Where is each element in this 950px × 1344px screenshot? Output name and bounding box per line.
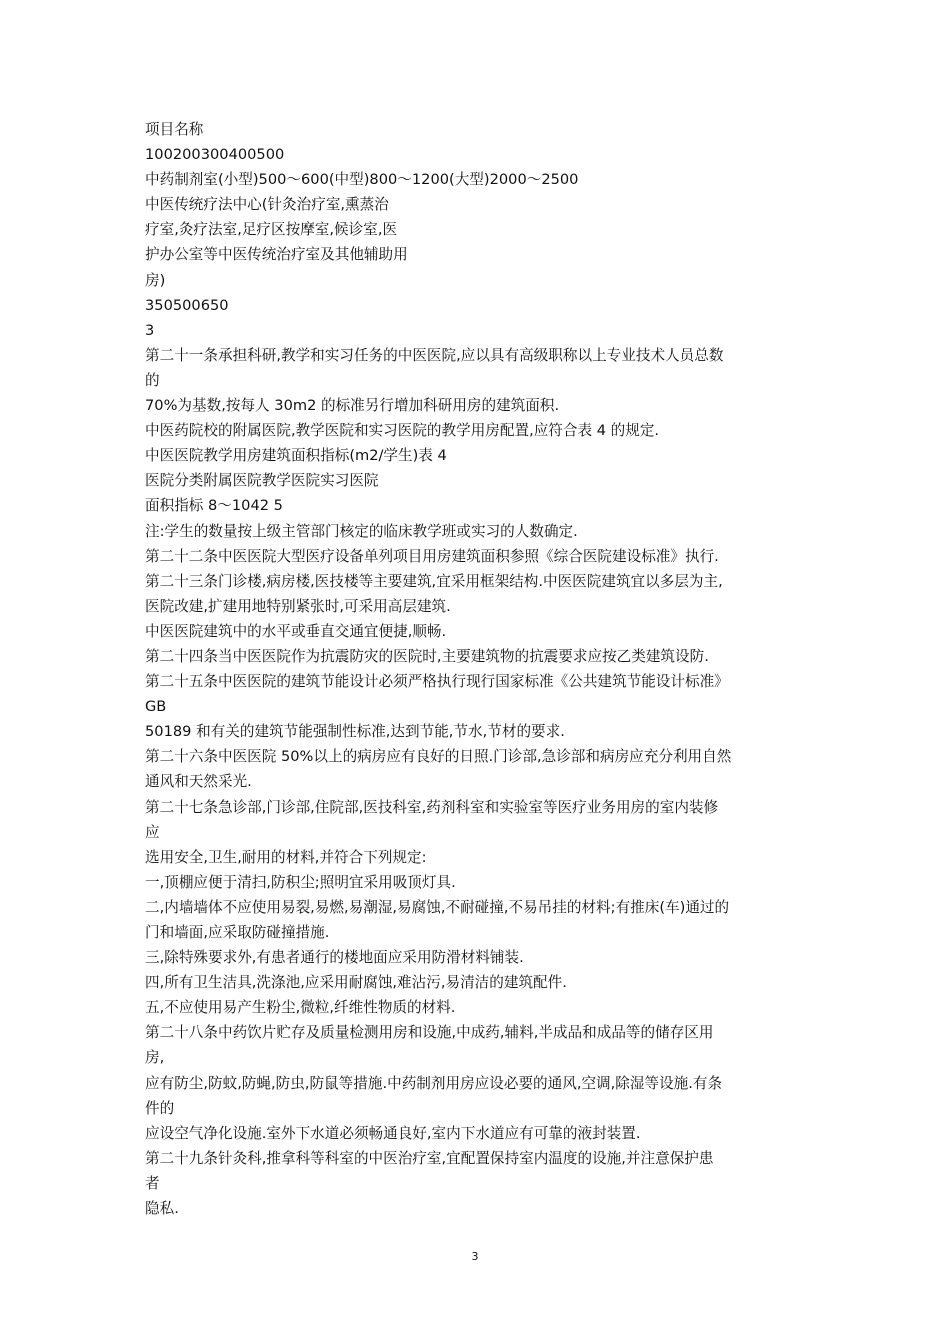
- text-line: 应有防尘,防蚊,防蝇,防虫,防鼠等措施.中药制剂用房应设必要的通风,空调,除湿等设施.有条: [145, 1074, 723, 1092]
- text-line: 第二十一条承担科研,教学和实习任务的中医医院,应以具有高级职称以上专业技术人员总数: [145, 346, 724, 364]
- text-line: 注:学生的数量按上级主管部门核定的临床教学班或实习的人数确定.: [145, 522, 578, 540]
- text-line: 医院分类附属医院教学医院实习医院: [145, 472, 379, 490]
- text-line: 门和墙面,应采取防碰撞措施.: [145, 924, 330, 941]
- text-line: 70%为基数,按每人 30m2 的标准另行增加科研用房的建筑面积.: [145, 397, 560, 415]
- text-line: 中医医院建筑中的水平或垂直交通宜便捷,顺畅.: [145, 622, 447, 640]
- text-line: 100200300400500: [145, 146, 285, 164]
- text-line: 者: [145, 1174, 160, 1192]
- text-line: 通风和天然采光.: [145, 773, 252, 791]
- text-line: 疗室,灸疗法室,足疗区按摩室,候诊室,医: [145, 221, 398, 239]
- text-line: 50189 和有关的建筑节能强制性标准,达到节能,节水,节材的要求.: [145, 723, 565, 741]
- page-number: 3: [471, 1250, 479, 1263]
- text-line: 房,: [145, 1049, 165, 1067]
- text-line: 第二十六条中医医院 50%以上的病房应有良好的日照.门诊部,急诊部和病房应充分利用自然: [145, 748, 732, 766]
- text-line: 四,所有卫生洁具,洗涤池,应采用耐腐蚀,难沾污,易清洁的建筑配件.: [145, 974, 567, 992]
- text-line: 三,除特殊要求外,有患者通行的楼地面应采用防滑材料铺装.: [145, 949, 524, 967]
- text-line: 第二十三条门诊楼,病房楼,医技楼等主要建筑,宜采用框架结构.中医医院建筑宜以多层为主,: [145, 572, 723, 590]
- text-line: 中医传统疗法中心(针灸治疗室,熏蒸治: [145, 196, 389, 214]
- text-line: 中药制剂室(小型)500～600(中型)800～1200(大型)2000～2500: [145, 171, 579, 189]
- text-line: 第二十八条中药饮片贮存及质量检测用房和设施,中成药,辅料,半成品和成品等的储存区用: [145, 1024, 714, 1042]
- text-line: 护办公室等中医传统治疗室及其他辅助用: [145, 246, 408, 264]
- document-body: [145, 117, 815, 1221]
- text-line: 应设空气净化设施.室外下水道必须畅通良好,室内下水道应有可靠的液封装置.: [145, 1124, 641, 1142]
- text-line: 隐私.: [145, 1200, 179, 1218]
- text-line: 3: [145, 321, 155, 339]
- text-line: 350500650: [145, 296, 229, 314]
- text-line: 的: [145, 371, 160, 389]
- text-line: 件的: [145, 1099, 175, 1117]
- text-line: 第二十五条中医医院的建筑节能设计必须严格执行现行国家标准《公共建筑节能设计标准》: [145, 673, 729, 691]
- text-line: 项目名称: [145, 121, 204, 138]
- text-line: 应: [145, 823, 160, 841]
- text-line: 第二十四条当中医医院作为抗震防灾的医院时,主要建筑物的抗震要求应按乙类建筑设防.: [145, 647, 709, 665]
- text-line: GB: [145, 698, 167, 716]
- text-line: 第二十二条中医医院大型医疗设备单列项目用房建筑面积参照《综合医院建设标准》执行.: [145, 547, 719, 565]
- text-line: 中医医院教学用房建筑面积指标(m2/学生)表 4: [145, 447, 447, 465]
- text-line: 第二十九条针灸科,推拿科等科室的中医治疗室,宜配置保持室内温度的设施,并注意保护患: [145, 1149, 714, 1167]
- text-line: 房): [145, 271, 166, 289]
- text-line: 一,顶棚应便于清扫,防积尘;照明宜采用吸顶灯具.: [145, 873, 456, 891]
- text-line: 五,不应使用易产生粉尘,微粒,纤维性物质的材料.: [145, 999, 456, 1017]
- text-line: 二,内墙墙体不应使用易裂,易燃,易潮湿,易腐蚀,不耐碰撞,不易吊挂的材料;有推床(车)通过的: [145, 898, 730, 916]
- text-line: 第二十七条急诊部,门诊部,住院部,医技科室,药剂科室和实验室等医疗业务用房的室内装修: [145, 798, 719, 816]
- text-line: 面积指标 8～1042 5: [145, 497, 283, 515]
- text-line: 选用安全,卫生,耐用的材料,并符合下列规定:: [145, 848, 427, 866]
- text-line: 医院改建,扩建用地特别紧张时,可采用高层建筑.: [145, 597, 451, 615]
- text-line: 中医药院校的附属医院,教学医院和实习医院的教学用房配置,应符合表 4 的规定.: [145, 422, 660, 440]
